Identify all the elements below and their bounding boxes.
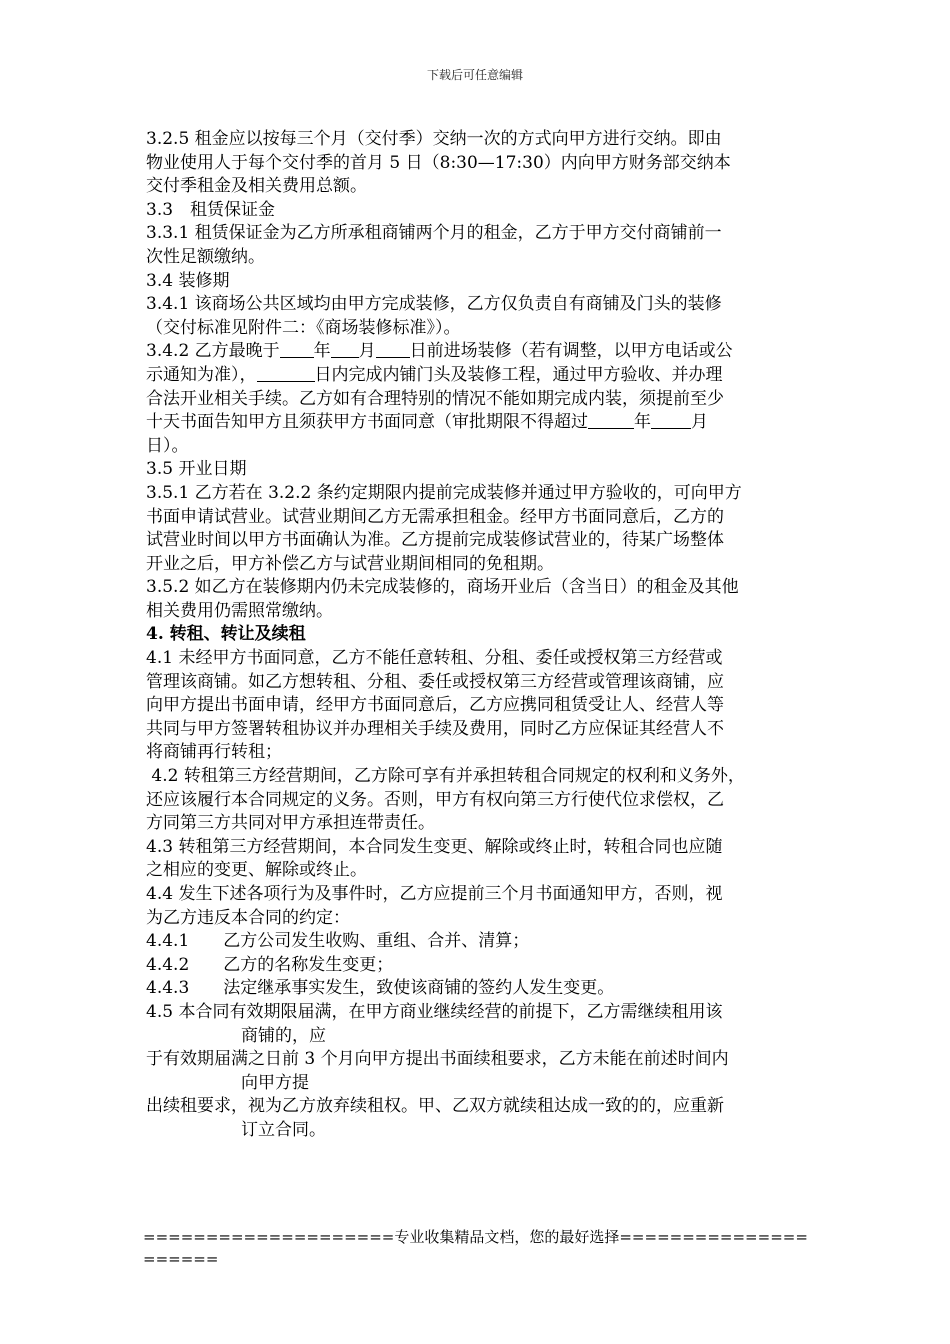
text-line: 4.5 本合同有效期限届满，在甲方商业继续经营的前提下，乙方需继续租用该: [146, 1001, 723, 1022]
text-line: 相关费用仍需照常缴纳。: [146, 600, 333, 621]
text-fragment: 月: [691, 412, 708, 433]
page-footer: ====================专业收集精品文档，您的最好选择=====================: [143, 1228, 808, 1268]
text-fragment: 日内完成内铺门头及装修工程，通过甲方验收、并办理: [314, 364, 723, 385]
text-fragment: 年: [634, 412, 651, 433]
text-line: 3.4.1 该商场公共区域均由甲方完成装修，乙方仅负责自有商铺及门头的装修: [146, 294, 722, 315]
text-line: [146, 411, 811, 435]
text-line: 共同与甲方签署转租协议并办理相关手续及费用，同时乙方应保证其经营人不: [146, 718, 724, 739]
text-line: （交付标准见附件二：《商场装修标准》）。: [146, 317, 461, 338]
text-line: 3.3.1 租赁保证金为乙方所承租商铺两个月的租金，乙方于甲方交付商铺前一: [146, 223, 722, 244]
list-item: 4.4.2 乙方的名称发生变更；: [146, 954, 394, 975]
fill-in-blank: [331, 341, 359, 358]
text-line: 为乙方违反本合同的约定：: [146, 907, 350, 928]
text-line: 方同第三方共同对甲方承担连带责任。: [146, 813, 435, 834]
text-line: 之相应的变更、解除或终止。: [146, 860, 367, 881]
text-line: [146, 364, 811, 388]
text-line: 日）。: [146, 435, 189, 456]
text-line: 4.2 转租第三方经营期间，乙方除可享有并承担转租合同规定的权利和义务外，: [146, 766, 745, 787]
text-line: 出续租要求，视为乙方放弃续租权。甲、乙双方就续租达成一致的的，应重新: [146, 1096, 724, 1117]
text-line: 交付季租金及相关费用总额。: [146, 176, 367, 197]
fill-in-blank: [376, 341, 410, 358]
text-line: 试营业时间以甲方书面确认为准。乙方提前完成装修试营业的，待某广场整体: [146, 530, 724, 551]
section-title: 3.5 开业日期: [146, 459, 247, 480]
text-line: 次性足额缴纳。: [146, 246, 265, 267]
text-fragment: 3.4.2 乙方最晚于: [146, 341, 280, 362]
text-line: 3.5.1 乙方若在 3.2.2 条约定期限内提前完成装修并通过甲方验收的，可向甲方: [146, 482, 742, 503]
text-line-indented: 订立合同。: [241, 1119, 326, 1140]
text-line: [146, 340, 811, 364]
text-line-indented: 向甲方提: [241, 1072, 309, 1093]
page-header: 下载后可任意编辑: [426, 68, 523, 82]
section-title: 3.3 租赁保证金: [146, 199, 276, 220]
text-line: 还应该履行本合同规定的义务。否则，甲方有权向第三方行使代位求偿权，乙: [146, 789, 724, 810]
text-line: 向甲方提出书面申请，经甲方书面同意后，乙方应携同租赁受让人、经营人等: [146, 695, 724, 716]
section-title: 3.4 装修期: [146, 270, 230, 291]
text-line: 书面申请试营业。试营业期间乙方无需承担租金。经甲方书面同意后，乙方的: [146, 506, 724, 527]
text-line: 于有效期届满之日前 3 个月向甲方提出书面续租要求，乙方未能在前述时间内: [146, 1049, 729, 1070]
text-fragment: 日前进场装修（若有调整，以甲方电话或公: [409, 341, 733, 362]
text-fragment: 年: [313, 341, 331, 362]
list-item: 4.4.3 法定继承事实发生，致使该商铺的签约人发生变更。: [146, 978, 615, 999]
fill-in-blank: [651, 412, 691, 429]
text-line: 物业使用人于每个交付季的首月 5 日（8:30—17:30）内向甲方财务部交纳本: [146, 152, 731, 173]
text-line: 管理该商铺。如乙方想转租、分租、委任或授权第三方经营或管理该商铺，应: [146, 671, 724, 692]
text-line: 4.3 转租第三方经营期间，本合同发生变更、解除或终止时，转租合同也应随: [146, 836, 723, 857]
text-fragment: 月: [358, 341, 376, 362]
list-item: 4.4.1 乙方公司发生收购、重组、合并、清算；: [146, 931, 530, 952]
document-body: [146, 128, 811, 1143]
text-line: 3.2.5 租金应以按每三个月（交付季）交纳一次的方式向甲方进行交纳。即由: [146, 129, 722, 149]
text-fragment: 十天书面告知甲方且须获甲方书面同意（审批期限不得超过: [146, 412, 588, 433]
text-line: 开业之后，甲方补偿乙方与试营业期间相同的免租期。: [146, 553, 554, 574]
text-line-indented: 商铺的，应: [241, 1025, 326, 1046]
fill-in-blank: [588, 412, 634, 429]
fill-in-blank: [280, 341, 314, 358]
text-line: 3.5.2 如乙方在装修期内仍未完成装修的，商场开业后（含当日）的租金及其他: [146, 577, 739, 598]
chapter-heading: 4. 转租、转让及续租: [146, 624, 306, 645]
fill-in-blank: [257, 365, 315, 382]
text-line: 4.1 未经甲方书面同意，乙方不能任意转租、分租、委任或授权第三方经营或: [146, 648, 723, 669]
text-line: 4.4 发生下述各项行为及事件时，乙方应提前三个月书面通知甲方，否则，视: [146, 884, 723, 904]
text-line: 将商铺再行转租；: [146, 742, 282, 763]
text-fragment: 示通知为准），: [146, 364, 257, 385]
text-line: 合法开业相关手续。乙方如有合理特别的情况不能如期完成内装，须提前至少: [146, 388, 724, 409]
